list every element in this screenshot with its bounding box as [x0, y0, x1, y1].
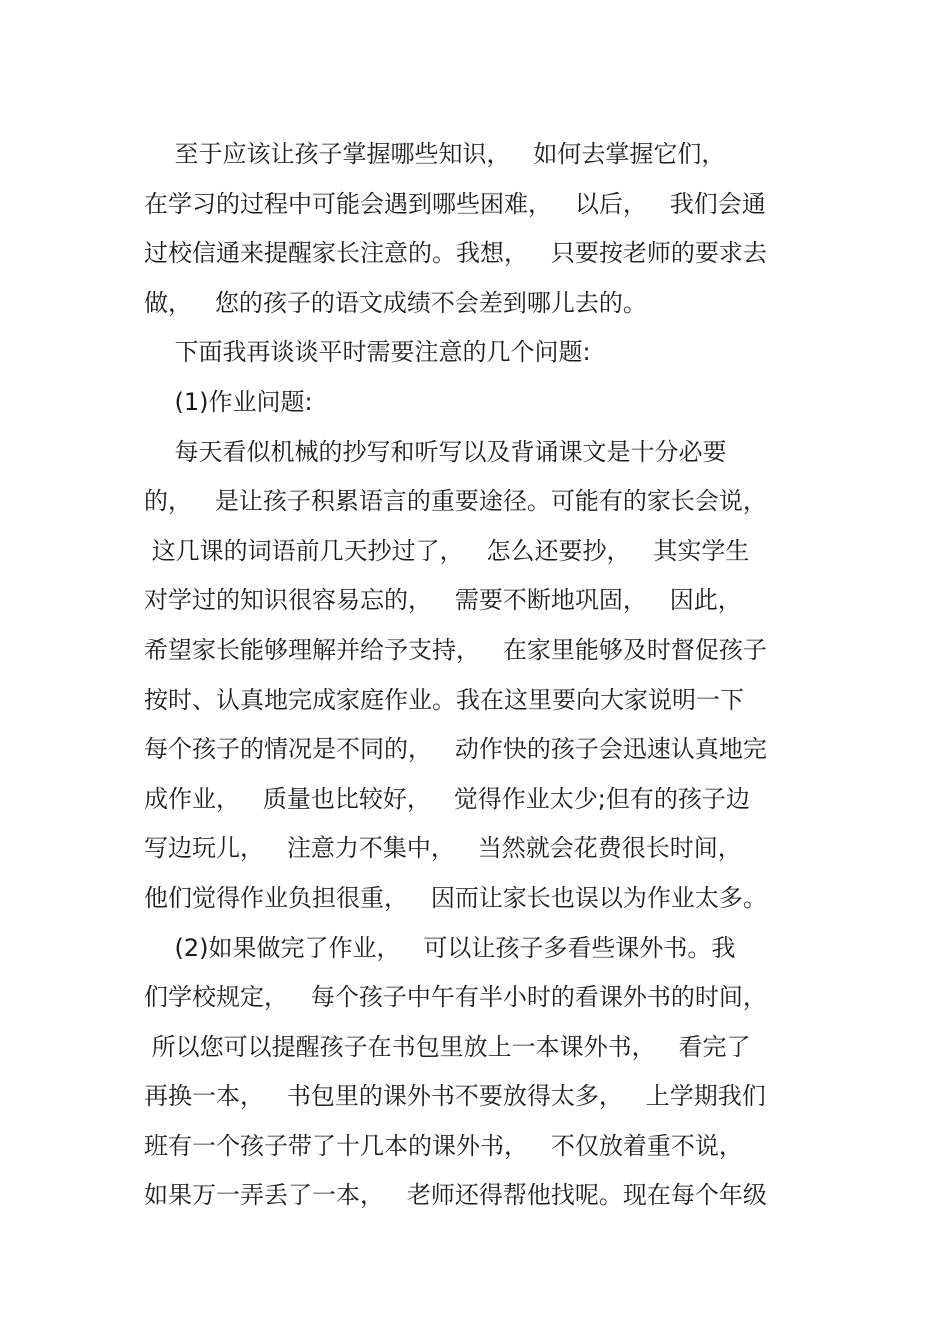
text-line: 按时、认真地完成家庭作业。我在这里要向大家说明一下: [144, 685, 744, 714]
text-line: 对学过的知识很容易忘的， 需要不断地巩固， 因此，: [144, 586, 742, 615]
text-line: 做， 您的孩子的语文成绩不会差到哪儿去的。: [144, 288, 647, 317]
text-line: 在学习的过程中可能会遇到哪些困难， 以后， 我们会通: [144, 189, 766, 218]
text-line: 过校信通来提醒家长注意的。我想， 只要按老师的要求去: [144, 239, 767, 268]
text-line: 们学校规定， 每个孩子中午有半小时的看课外书的时间，: [144, 983, 767, 1012]
text-line: (2)如果做完了作业， 可以让孩子多看些课外书。我: [144, 933, 736, 962]
text-line: 每个孩子的情况是不同的， 动作快的孩子会迅速认真地完: [144, 735, 767, 764]
text-line: 每天看似机械的抄写和听写以及背诵课文是十分必要: [144, 437, 727, 466]
text-line: 成作业， 质量也比较好， 觉得作业太少;但有的孩子边: [144, 784, 750, 813]
text-line: 所以您可以提醒孩子在书包里放上一本课外书， 看完了: [144, 1032, 751, 1061]
text-line: 至于应该让孩子掌握哪些知识， 如何去掌握它们，: [144, 140, 726, 168]
text-line: 写边玩儿， 注意力不集中， 当然就会花费很长时间，: [144, 834, 742, 863]
text-line: 这几课的词语前几天抄过了， 怎么还要抄， 其实学生: [144, 536, 750, 565]
text-line: 班有一个孩子带了十几本的课外书， 不仅放着重不说，: [144, 1131, 743, 1160]
text-line: 如果万一弄丢了一本， 老师还得帮他找呢。现在每个年级: [144, 1181, 767, 1210]
text-line: (1)作业问题:: [144, 387, 313, 416]
text-line: 再换一本， 书包里的课外书不要放得太多， 上学期我们: [144, 1082, 766, 1111]
body-text: [144, 130, 844, 1221]
text-line: 他们觉得作业负担很重， 因而让家长也误以为作业太多。: [144, 883, 767, 912]
text-line: 希望家长能够理解并给予支持， 在家里能够及时督促孩子: [144, 635, 767, 664]
text-line: 的， 是让孩子积累语言的重要途径。可能有的家长会说，: [144, 487, 767, 516]
text-line: 下面我再谈谈平时需要注意的几个问题:: [144, 338, 591, 367]
